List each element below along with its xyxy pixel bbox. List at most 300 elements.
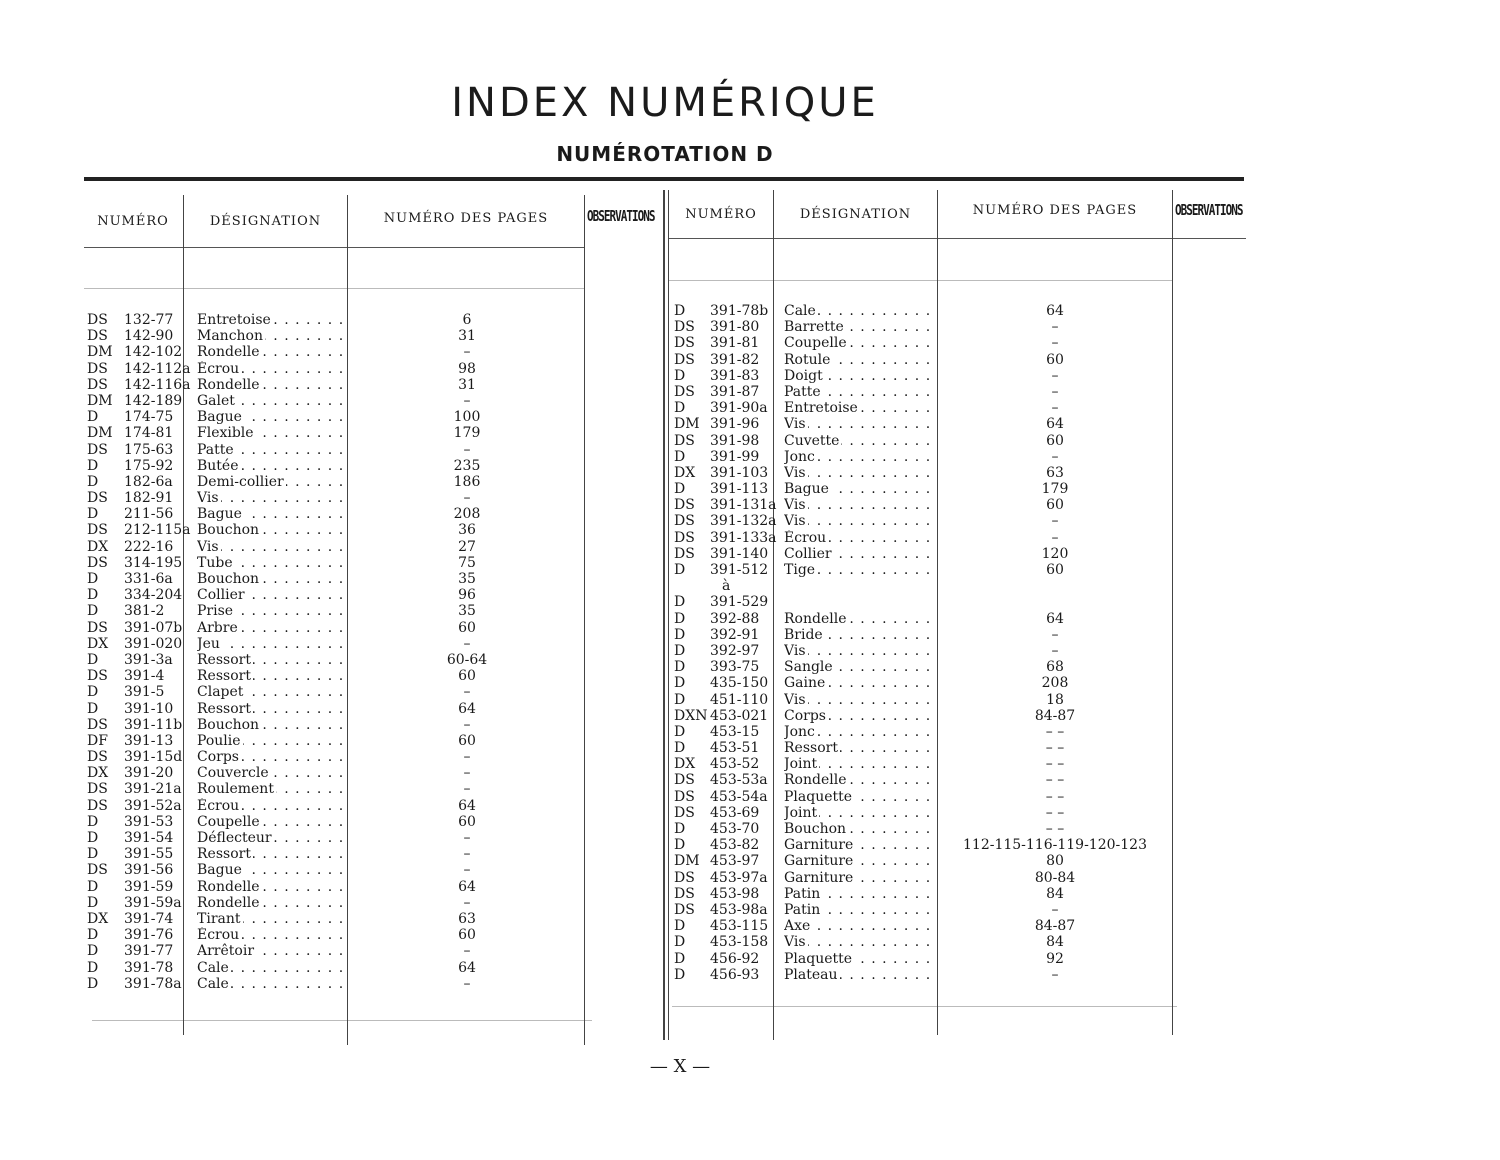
index-row — [87, 668, 587, 684]
part-number: 391-512 — [710, 562, 769, 578]
index-row — [674, 902, 1174, 918]
page-numbers: 80-84 — [1034, 869, 1076, 886]
page-numbers: 92 — [1046, 950, 1064, 967]
series-prefix: DM — [674, 853, 700, 870]
index-row — [674, 594, 1174, 610]
designation: Garniture . . . — [784, 853, 936, 869]
part-number: 175-92 — [124, 457, 174, 474]
index-row — [674, 481, 1174, 497]
designation: Poulie . . . — [197, 733, 347, 749]
designation: Plateau . . . — [784, 967, 936, 983]
index-row — [674, 578, 1174, 594]
designation: Bouchon . . . — [197, 522, 347, 538]
designation: Gaine . . . — [784, 675, 936, 691]
index-row — [87, 636, 587, 652]
index-row — [674, 497, 1174, 513]
series-prefix: D — [674, 594, 686, 611]
part-number: 391-54 — [124, 830, 174, 846]
page-numbers: 75 — [458, 554, 476, 571]
series-prefix: D — [674, 303, 686, 319]
index-row — [87, 458, 587, 474]
part-number: 391-76 — [124, 927, 174, 944]
index-row — [674, 821, 1174, 837]
designation: Garniture . . . — [784, 837, 936, 853]
page-numbers: 60 — [458, 927, 476, 944]
part-number: 142-189 — [124, 392, 183, 409]
page-numbers: 179 — [453, 425, 481, 442]
page-numbers: – — [463, 830, 471, 846]
designation: Collier . . . — [197, 587, 347, 603]
series-prefix: D — [87, 587, 99, 604]
index-row — [87, 765, 587, 781]
part-number: 334-204 — [124, 587, 183, 604]
page-numbers: 84 — [1046, 934, 1064, 951]
series-prefix: DS — [674, 351, 695, 368]
designation: Bague . . . — [784, 481, 936, 497]
page-numbers: 27 — [458, 538, 476, 555]
series-prefix: D — [87, 473, 99, 490]
part-number: 142-112a — [124, 360, 191, 377]
page-folio: — X — — [649, 1056, 711, 1077]
designation: Patin . . . — [784, 886, 936, 902]
index-row — [87, 749, 587, 765]
series-prefix: DX — [87, 635, 109, 652]
index-row — [674, 303, 1174, 319]
series-prefix: D — [674, 934, 686, 951]
series-prefix: DS — [674, 772, 695, 789]
designation: Couvercle . . . — [197, 765, 347, 781]
part-number: 453-97a — [710, 869, 768, 886]
page-numbers: 31 — [458, 328, 476, 345]
series-prefix: D — [87, 506, 99, 523]
series-prefix: D — [674, 562, 686, 578]
index-row — [674, 789, 1174, 805]
page-numbers: – — [463, 781, 471, 798]
designation: Rotule . . . — [784, 352, 936, 368]
part-number: 453-158 — [710, 934, 769, 951]
index-row — [87, 474, 587, 490]
page-numbers: 235 — [453, 457, 481, 474]
part-number: 453-53a — [710, 772, 768, 789]
series-prefix: D — [87, 813, 99, 830]
part-number: 391-55 — [124, 846, 174, 863]
page-numbers: 36 — [458, 522, 476, 539]
series-prefix: D — [674, 610, 686, 627]
designation: Vis . . . — [784, 643, 936, 659]
series-prefix: DS — [87, 862, 108, 879]
page-numbers: 120 — [1041, 545, 1069, 562]
page-numbers: – – — [1045, 772, 1065, 789]
index-row — [87, 377, 587, 393]
page-numbers: – — [1051, 626, 1059, 643]
series-prefix: DM — [674, 416, 700, 433]
page-numbers: 84-87 — [1034, 707, 1076, 724]
designation: Rondelle . . . — [784, 772, 936, 788]
designation: Plaquette . . . — [784, 789, 936, 805]
designation: Tirant . . . — [197, 911, 347, 927]
index-row — [87, 539, 587, 555]
part-number: 391-96 — [710, 416, 760, 433]
designation: Galet . . . — [197, 393, 347, 409]
header-bottom-rule-left — [84, 247, 584, 248]
designation: Cuvette . . . — [784, 433, 936, 449]
index-row — [674, 465, 1174, 481]
designation: Demi-collier . . . — [197, 474, 347, 490]
designation: Coupelle . . . — [197, 814, 347, 830]
part-number: 453-115 — [710, 918, 769, 935]
series-prefix: DS — [87, 360, 108, 377]
part-number: 212-115a — [124, 522, 191, 539]
bottom-rule-right — [672, 1006, 1177, 1007]
index-row — [674, 416, 1174, 432]
part-number: 391-99 — [710, 448, 760, 465]
left-index-list — [87, 312, 587, 992]
series-prefix: D — [674, 626, 686, 643]
index-row — [674, 740, 1174, 756]
series-prefix: D — [674, 367, 686, 384]
part-number: 391-81 — [710, 335, 760, 352]
designation: Prise . . . — [197, 603, 347, 619]
series-prefix: D — [87, 700, 99, 717]
index-row — [87, 976, 587, 992]
page-numbers: – — [1051, 335, 1059, 352]
index-row — [674, 756, 1174, 772]
series-prefix: DM — [87, 392, 113, 409]
series-prefix: DS — [674, 885, 695, 902]
index-row — [674, 772, 1174, 788]
designation: Vis . . . — [784, 692, 936, 708]
header-numero-right: NUMÉRO — [685, 207, 757, 222]
page-numbers: – – — [1045, 723, 1065, 740]
series-prefix: D — [674, 723, 686, 740]
bottom-rule-left — [92, 1020, 592, 1021]
page-numbers: 80 — [1046, 853, 1064, 870]
page-numbers: 60 — [458, 668, 476, 685]
series-prefix: DS — [674, 513, 695, 530]
designation: Bague . . . — [197, 409, 347, 425]
designation: Rondelle . . . — [784, 611, 936, 627]
part-number: 174-81 — [124, 425, 174, 442]
part-number: 392-88 — [710, 610, 760, 627]
designation: Vis . . . — [784, 934, 936, 950]
series-prefix: DS — [87, 716, 108, 733]
series-prefix: D — [87, 457, 99, 474]
page-numbers: 96 — [458, 587, 476, 604]
page-numbers: – — [463, 846, 471, 863]
designation: Cale . . . — [197, 960, 347, 976]
index-row — [674, 853, 1174, 869]
designation: Vis . . . — [784, 465, 936, 481]
index-row — [674, 837, 1174, 853]
page-numbers: – — [463, 894, 471, 911]
page-numbers: 6 — [462, 312, 472, 328]
spacer-rule-right — [668, 280, 1173, 281]
designation: Barrette . . . — [784, 319, 936, 335]
part-number: 391-13 — [124, 732, 174, 749]
page-numbers: – — [1051, 383, 1059, 400]
designation: Patin . . . — [784, 902, 936, 918]
series-prefix: DS — [674, 383, 695, 400]
part-number: 222-16 — [124, 538, 174, 555]
index-row — [87, 814, 587, 830]
index-row — [87, 442, 587, 458]
index-row — [674, 319, 1174, 335]
part-number: 456-92 — [710, 950, 760, 967]
page-subtitle: NUMÉROTATION D — [556, 142, 774, 166]
designation: Jeu . . . — [197, 636, 347, 652]
designation: Cale . . . — [197, 976, 347, 992]
page-numbers: 100 — [453, 409, 481, 426]
index-row — [87, 652, 587, 668]
index-row — [87, 701, 587, 717]
designation: Vis . . . — [197, 539, 347, 555]
designation: Ressort . . . — [197, 652, 347, 668]
designation: Patte . . . — [784, 384, 936, 400]
part-number: 393-75 — [710, 659, 760, 676]
page-numbers: 60 — [1046, 497, 1064, 514]
index-row — [87, 798, 587, 814]
series-prefix: DS — [674, 869, 695, 886]
index-row — [87, 328, 587, 344]
designation: Bouchon . . . — [784, 821, 936, 837]
page-numbers: – — [463, 490, 471, 507]
series-prefix: D — [87, 571, 99, 587]
designation: Vis . . . — [784, 513, 936, 529]
series-prefix: D — [87, 927, 99, 944]
part-number: 391-78 — [124, 959, 174, 976]
designation: Bouchon . . . — [197, 717, 347, 733]
part-number: 453-98a — [710, 901, 768, 918]
index-row — [674, 659, 1174, 675]
header-pages-right: NUMÉRO DES PAGES — [972, 203, 1138, 218]
series-prefix: DM — [87, 344, 113, 361]
part-number: 391-020 — [124, 635, 183, 652]
part-number: 132-77 — [124, 312, 174, 328]
part-number: 391-5 — [124, 684, 165, 701]
series-prefix: DS — [87, 797, 108, 814]
designation: Joint . . . — [784, 756, 936, 772]
header-designation-left: DÉSIGNATION — [209, 214, 322, 229]
designation: Corps . . . — [784, 708, 936, 724]
page-numbers: – — [1051, 642, 1059, 659]
part-number: 182-6a — [124, 473, 173, 490]
series-prefix: DS — [674, 804, 695, 821]
index-row — [87, 522, 587, 538]
index-row — [674, 627, 1174, 643]
part-number: 391-11b — [124, 716, 183, 733]
page-numbers: – — [463, 635, 471, 652]
series-prefix: DS — [87, 441, 108, 458]
series-prefix: DS — [87, 619, 108, 636]
index-row — [674, 384, 1174, 400]
part-number: 391-74 — [124, 910, 174, 927]
designation: Rondelle . . . — [197, 895, 347, 911]
part-number: 453-52 — [710, 756, 760, 773]
designation: Bague . . . — [197, 506, 347, 522]
index-row — [674, 951, 1174, 967]
page-numbers: – — [1051, 966, 1059, 983]
page-numbers: – — [463, 943, 471, 960]
part-number: 435-150 — [710, 675, 769, 692]
index-row — [87, 571, 587, 587]
page-title: INDEX NUMÉRIQUE — [451, 80, 879, 126]
series-prefix: DS — [674, 335, 695, 352]
page-numbers: – — [463, 716, 471, 733]
series-prefix: D — [674, 400, 686, 417]
series-prefix: DX — [87, 538, 109, 555]
page-numbers: – – — [1045, 740, 1065, 757]
series-prefix: D — [87, 651, 99, 668]
designation: Bouchon . . . — [197, 571, 347, 587]
index-row — [87, 846, 587, 862]
right-index-list — [674, 303, 1174, 983]
index-row — [674, 967, 1174, 983]
series-prefix: D — [87, 684, 99, 701]
page-numbers: – — [463, 441, 471, 458]
index-row — [674, 449, 1174, 465]
part-number: 391-21a — [124, 781, 182, 798]
part-number: 456-93 — [710, 966, 760, 983]
series-prefix: D — [674, 950, 686, 967]
series-prefix: D — [87, 830, 99, 846]
designation: Axe . . . — [784, 918, 936, 934]
index-row — [674, 433, 1174, 449]
part-number: 314-195 — [124, 554, 183, 571]
part-number: 174-75 — [124, 409, 174, 426]
series-prefix: D — [674, 821, 686, 837]
series-prefix: D — [87, 409, 99, 426]
part-number: 451-110 — [710, 691, 769, 708]
part-number: 391-15d — [124, 749, 183, 766]
designation: Écrou . . . — [197, 927, 347, 943]
part-number: 381-2 — [124, 603, 165, 620]
designation: Arbre . . . — [197, 620, 347, 636]
page-numbers: 64 — [1046, 303, 1064, 319]
part-number: 391-140 — [710, 545, 769, 562]
part-number: 175-63 — [124, 441, 174, 458]
designation: Écrou . . . — [197, 361, 347, 377]
series-prefix: DS — [674, 901, 695, 918]
series-prefix: DX — [674, 756, 696, 773]
page-numbers: 18 — [1046, 691, 1064, 708]
page-numbers: 60 — [1046, 562, 1064, 578]
part-number: 391-20 — [124, 765, 174, 782]
page-numbers: 84-87 — [1034, 918, 1076, 935]
series-prefix: DS — [87, 312, 108, 328]
index-row — [674, 886, 1174, 902]
page-numbers: 112-115-116-119-120-123 — [963, 837, 1147, 854]
page-numbers: – – — [1045, 804, 1065, 821]
header-observations-right: OBSERVATIONS — [1175, 201, 1243, 220]
part-number: 453-97 — [710, 853, 760, 870]
part-number: 391-80 — [710, 319, 760, 336]
part-number: 211-56 — [124, 506, 174, 523]
part-number: 391-90a — [710, 400, 768, 417]
index-row — [87, 344, 587, 360]
series-prefix: DX — [87, 910, 109, 927]
part-number: 391-87 — [710, 383, 760, 400]
index-row — [87, 781, 587, 797]
index-row — [87, 830, 587, 846]
index-row — [674, 934, 1174, 950]
series-prefix: DS — [674, 545, 695, 562]
page-numbers: – — [1051, 400, 1059, 417]
index-row — [87, 862, 587, 878]
index-row — [674, 675, 1174, 691]
series-prefix: D — [674, 675, 686, 692]
designation: Déflecteur . . . — [197, 830, 347, 846]
part-number: 391-133a — [710, 529, 777, 546]
series-prefix: D — [674, 448, 686, 465]
page-numbers: 64 — [458, 878, 476, 895]
series-prefix: D — [87, 878, 99, 895]
part-number: 142-102 — [124, 344, 183, 361]
part-number: 453-98 — [710, 885, 760, 902]
index-row — [674, 352, 1174, 368]
part-number: 453-54a — [710, 788, 768, 805]
series-prefix: D — [87, 603, 99, 620]
designation: Flexible . . . — [197, 425, 347, 441]
series-prefix: DS — [674, 529, 695, 546]
designation: Cale . . . — [784, 303, 936, 319]
series-prefix: D — [87, 894, 99, 911]
designation: Butée . . . — [197, 458, 347, 474]
index-row — [87, 879, 587, 895]
part-number: 391-78b — [710, 303, 769, 319]
part-number: 391-56 — [124, 862, 174, 879]
header-pages-left: NUMÉRO DES PAGES — [383, 211, 549, 226]
page-numbers: – – — [1045, 788, 1065, 805]
index-row — [674, 368, 1174, 384]
index-row — [674, 724, 1174, 740]
index-row — [674, 805, 1174, 821]
page-numbers: 60 — [1046, 351, 1064, 368]
page-numbers: – — [463, 975, 471, 992]
index-row — [674, 611, 1174, 627]
part-number: 453-15 — [710, 723, 760, 740]
index-row — [87, 620, 587, 636]
designation: Joint . . . — [784, 805, 936, 821]
page-numbers: – – — [1045, 821, 1065, 837]
designation: Coupelle . . . — [784, 335, 936, 351]
part-number: 391-83 — [710, 367, 760, 384]
page-numbers: 186 — [453, 473, 481, 490]
designation: Écrou . . . — [784, 530, 936, 546]
index-row — [87, 393, 587, 409]
page-numbers: 98 — [458, 360, 476, 377]
index-row — [674, 546, 1174, 562]
index-row — [674, 513, 1174, 529]
page-numbers: – — [1051, 367, 1059, 384]
designation: Tige . . . — [784, 562, 936, 578]
designation: Entretoise . . . — [784, 400, 936, 416]
index-row — [87, 555, 587, 571]
series-prefix: D — [674, 642, 686, 659]
page-numbers: – — [463, 684, 471, 701]
page-numbers: 60 — [458, 619, 476, 636]
series-prefix: D — [87, 943, 99, 960]
index-row — [87, 409, 587, 425]
index-row — [674, 870, 1174, 886]
series-prefix: DS — [674, 497, 695, 514]
page-numbers: 31 — [458, 376, 476, 393]
series-prefix: DXN — [674, 707, 708, 724]
part-number: 453-70 — [710, 821, 760, 837]
designation: Manchon . . . — [197, 328, 347, 344]
page-numbers: – — [463, 765, 471, 782]
part-number: 391-53 — [124, 813, 174, 830]
designation: Collier . . . — [784, 546, 936, 562]
